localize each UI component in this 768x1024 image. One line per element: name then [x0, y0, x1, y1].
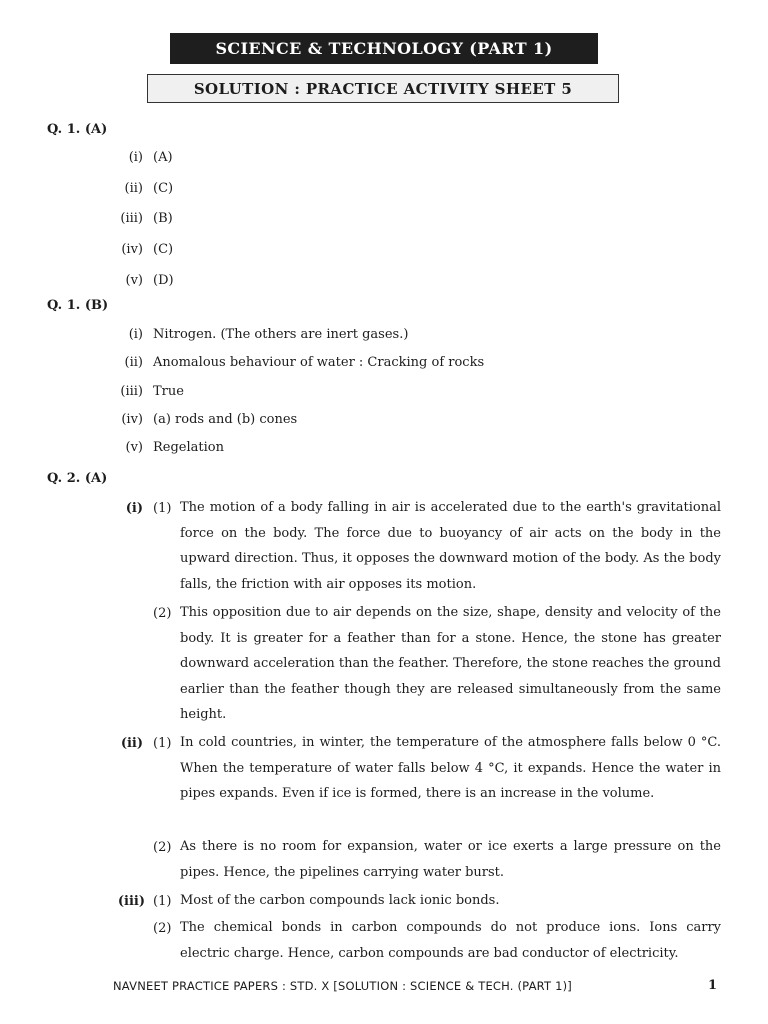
point-number: (2) — [153, 606, 172, 621]
item-label: (iii) — [120, 211, 143, 226]
item-label: (i) — [128, 327, 143, 342]
point-number: (1) — [153, 736, 172, 751]
question-heading-q2a: Q. 2. (A) — [47, 471, 108, 486]
point-text: The chemical bonds in carbon compounds do not produce ions. Ions carry electric charge. Hence, carbon compounds are bad conductor of electricity. — [180, 920, 721, 961]
item-answer: (D) — [153, 273, 174, 288]
point-text: The motion of a body falling in air is accelerated due to the earth's gravitational force on the body. The force due to buoyancy of air acts on the body in the upward direction. Thus, it opposes the downward motion of the body. As the body falls, the friction with air opposes its motion. — [180, 500, 721, 592]
item-answer: (a) rods and (b) cones — [153, 412, 298, 427]
part-label: (iii) — [117, 894, 145, 909]
page-number: 1 — [708, 978, 718, 993]
item-answer: Regelation — [153, 440, 224, 455]
point-text: Most of the carbon compounds lack ionic bonds. — [180, 893, 500, 908]
part-label: (i) — [125, 501, 143, 516]
item-label: (iii) — [120, 384, 143, 399]
item-answer: Anomalous behaviour of water : Cracking of rocks — [153, 355, 485, 370]
question-heading-q1a: Q. 1. (A) — [47, 122, 108, 137]
point-text: In cold countries, in winter, the temperature of the atmosphere falls below 0 °C. When the temperature of water falls below 4 °C, it expands. Hence the water in pipes expands. Even if ice is formed, there is an increase in the volume. — [180, 735, 721, 802]
item-answer: (B) — [153, 211, 173, 226]
point-number: (2) — [153, 840, 172, 855]
question-heading-q1b: Q. 1. (B) — [47, 298, 109, 313]
point-number: (2) — [153, 921, 172, 936]
page-footer: NAVNEET PRACTICE PAPERS : STD. X [SOLUTION : SCIENCE & TECH. (PART 1)] — [113, 979, 572, 993]
item-answer: (C) — [153, 242, 174, 257]
point-text: This opposition due to air depends on the size, shape, density and velocity of the body. It is greater for a feather than for a stone. Hence, the stone has greater downward acceleration than the feather. Therefore, the stone reaches the ground earlier than the feather though they are released simultaneously from the same height. — [180, 605, 721, 723]
point-number: (1) — [153, 501, 172, 516]
page-title: SCIENCE & TECHNOLOGY (PART 1) — [170, 33, 598, 64]
item-label: (iv) — [121, 412, 143, 427]
part-label: (ii) — [120, 736, 143, 751]
item-label: (iv) — [121, 242, 143, 257]
item-answer: True — [153, 384, 184, 399]
item-label: (i) — [128, 150, 143, 165]
page-subtitle: SOLUTION : PRACTICE ACTIVITY SHEET 5 — [147, 74, 619, 103]
item-label: (ii) — [124, 181, 143, 196]
point-text: As there is no room for expansion, water or ice exerts a large pressure on the pipes. Hence, the pipelines carrying water burst. — [180, 839, 721, 880]
item-answer: (C) — [153, 181, 174, 196]
item-answer: (A) — [153, 150, 173, 165]
item-label: (ii) — [124, 355, 143, 370]
item-label: (v) — [125, 440, 143, 455]
point-number: (1) — [153, 894, 172, 909]
item-answer: Nitrogen. (The others are inert gases.) — [153, 327, 409, 342]
item-label: (v) — [125, 273, 143, 288]
